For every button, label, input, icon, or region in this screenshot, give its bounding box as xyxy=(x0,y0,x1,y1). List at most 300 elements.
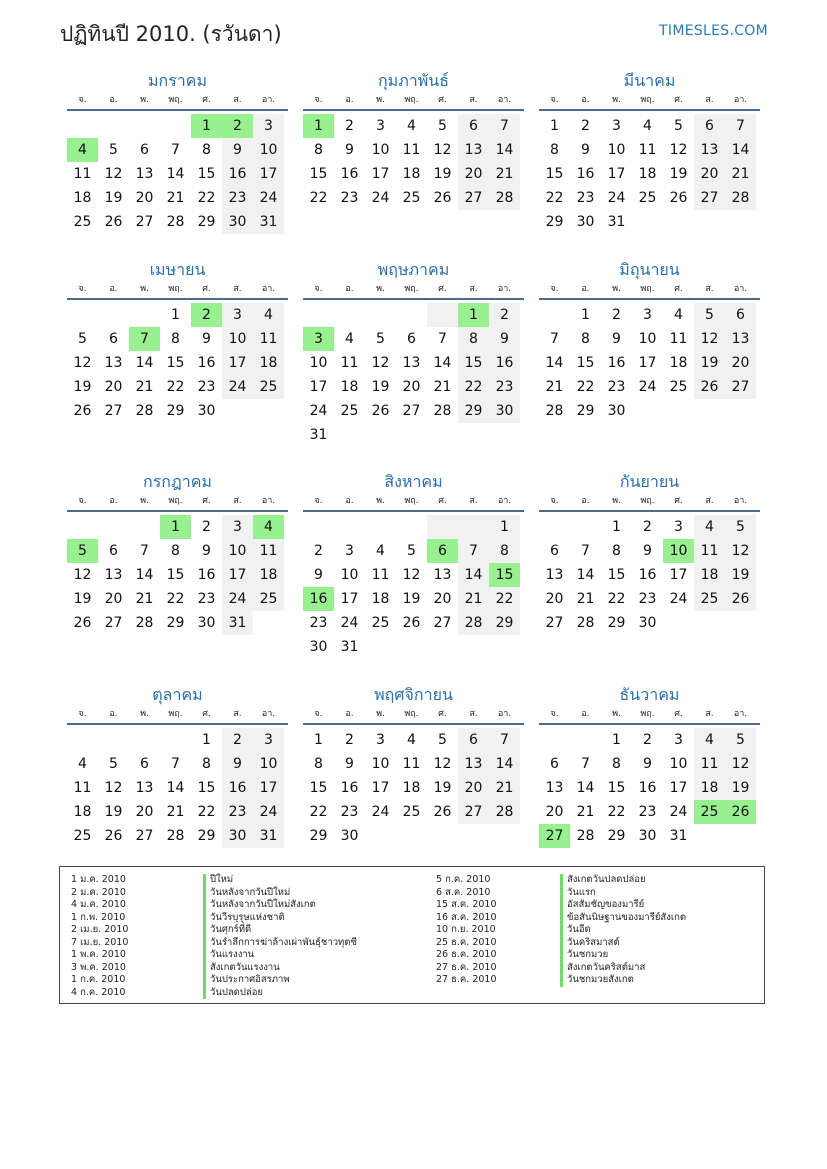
day-cell: 24 xyxy=(638,379,657,395)
day-cell: 25 xyxy=(73,828,92,844)
holiday-date: 7 เม.ย. 2010 xyxy=(71,936,129,948)
weekday-label: ศ. xyxy=(202,496,211,506)
day-cell: 11 xyxy=(402,142,421,158)
day-cell: 15 xyxy=(458,351,489,375)
day-cell: 30 xyxy=(638,828,657,844)
day-cell: 26 xyxy=(725,800,756,824)
month-calendar xyxy=(539,684,760,848)
day-cell: 7 xyxy=(438,331,447,347)
day-cell: 1 xyxy=(489,515,520,539)
weekday-header xyxy=(303,92,524,111)
weekday-label: อา. xyxy=(497,284,512,294)
weekday-label: พฤ. xyxy=(404,95,419,105)
weekday-label: พ. xyxy=(612,709,621,719)
day-cell: 4 xyxy=(253,303,284,327)
day-cell: 8 xyxy=(581,331,590,347)
day-cell: 2 xyxy=(345,118,354,134)
day-cell: 17 xyxy=(371,780,390,796)
empty-cell xyxy=(570,728,601,752)
weekday-label: จ. xyxy=(550,284,559,294)
day-cell: 2 xyxy=(643,732,652,748)
day-cell: 5 xyxy=(67,539,98,563)
day-cell: 16 xyxy=(340,166,359,182)
day-cell: 12 xyxy=(725,752,756,776)
day-cell: 9 xyxy=(581,142,590,158)
day-cell: 24 xyxy=(371,190,390,206)
day-cell: 26 xyxy=(433,804,452,820)
month-calendar xyxy=(539,471,760,635)
day-cell: 17 xyxy=(638,355,657,371)
day-cell: 5 xyxy=(109,756,118,772)
day-cell: 12 xyxy=(104,166,123,182)
weekday-label: จ. xyxy=(314,496,323,506)
day-cell: 14 xyxy=(576,567,595,583)
day-cell: 24 xyxy=(222,587,253,611)
day-cell: 25 xyxy=(669,379,688,395)
day-cell: 10 xyxy=(371,756,390,772)
day-cell: 1 xyxy=(550,118,559,134)
day-cell: 11 xyxy=(694,539,725,563)
day-cell: 7 xyxy=(140,543,149,559)
day-cell: 22 xyxy=(607,804,626,820)
day-cell: 18 xyxy=(694,776,725,800)
day-cell: 1 xyxy=(171,307,180,323)
day-cell: 22 xyxy=(309,804,328,820)
day-cell: 9 xyxy=(202,543,211,559)
weekday-label: อา. xyxy=(261,95,276,105)
day-cell: 20 xyxy=(725,351,756,375)
day-cell: 26 xyxy=(104,828,123,844)
day-cell: 21 xyxy=(576,804,595,820)
weekday-label: พ. xyxy=(612,284,621,294)
day-cell: 18 xyxy=(402,166,421,182)
day-cell: 25 xyxy=(402,190,421,206)
day-cell: 12 xyxy=(371,355,390,371)
day-cell: 22 xyxy=(166,379,185,395)
day-grid xyxy=(539,728,760,848)
empty-cell xyxy=(458,515,489,539)
holiday-name: สังเกตวันแรงงาน xyxy=(203,962,280,975)
day-cell: 2 xyxy=(489,303,520,327)
day-cell: 2 xyxy=(345,732,354,748)
site-link[interactable]: TIMESLES.COM xyxy=(659,23,768,39)
empty-cell xyxy=(365,515,396,539)
day-cell: 11 xyxy=(73,166,92,182)
day-cell: 7 xyxy=(725,114,756,138)
day-cell: 16 xyxy=(197,567,216,583)
day-cell: 19 xyxy=(433,166,452,182)
day-cell: 22 xyxy=(309,190,328,206)
weekday-label: พฤ. xyxy=(640,496,655,506)
weekday-label: พ. xyxy=(612,496,621,506)
day-cell: 7 xyxy=(458,539,489,563)
empty-cell xyxy=(67,728,98,752)
day-cell: 14 xyxy=(489,138,520,162)
day-cell: 20 xyxy=(402,379,421,395)
holiday-name: วันประกาศอิสรภาพ xyxy=(203,974,290,987)
day-grid xyxy=(303,728,524,848)
day-cell: 4 xyxy=(253,515,284,539)
day-cell: 6 xyxy=(725,303,756,327)
day-cell: 13 xyxy=(104,567,123,583)
day-cell: 29 xyxy=(458,399,489,423)
weekday-label: พ. xyxy=(140,95,149,105)
day-cell: 21 xyxy=(725,162,756,186)
day-cell: 6 xyxy=(427,539,458,563)
empty-cell xyxy=(570,515,601,539)
day-cell: 10 xyxy=(222,539,253,563)
day-cell: 7 xyxy=(171,756,180,772)
day-cell: 21 xyxy=(135,591,154,607)
day-cell: 29 xyxy=(197,214,216,230)
month-calendar xyxy=(539,259,760,423)
day-cell: 11 xyxy=(638,142,657,158)
day-cell: 16 xyxy=(576,166,595,182)
day-cell: 30 xyxy=(222,210,253,234)
day-cell: 26 xyxy=(73,615,92,631)
weekday-header xyxy=(303,281,524,300)
weekday-label: ศ. xyxy=(674,709,683,719)
weekday-header xyxy=(67,493,288,512)
day-grid xyxy=(67,515,288,635)
day-cell: 21 xyxy=(433,379,452,395)
day-cell: 1 xyxy=(303,114,334,138)
empty-cell xyxy=(427,515,458,539)
day-cell: 13 xyxy=(725,327,756,351)
weekday-label: จ. xyxy=(78,95,87,105)
holiday-date: 16 ส.ค. 2010 xyxy=(436,911,497,923)
day-grid xyxy=(67,114,288,234)
day-cell: 30 xyxy=(197,403,216,419)
empty-cell xyxy=(334,515,365,539)
weekday-label: จ. xyxy=(314,95,323,105)
weekday-label: ส. xyxy=(233,284,242,294)
day-cell: 26 xyxy=(694,375,725,399)
day-cell: 28 xyxy=(458,611,489,635)
weekday-header xyxy=(539,493,760,512)
weekday-label: พ. xyxy=(140,709,149,719)
day-cell: 25 xyxy=(253,375,284,399)
holiday-name: วันแรงงาน xyxy=(203,949,254,962)
day-cell: 19 xyxy=(694,351,725,375)
holiday-name: วันแรก xyxy=(560,887,596,900)
weekday-label: ส. xyxy=(469,709,478,719)
day-cell: 1 xyxy=(160,515,191,539)
day-cell: 3 xyxy=(643,307,652,323)
day-cell: 11 xyxy=(73,780,92,796)
day-cell: 27 xyxy=(433,615,452,631)
empty-cell xyxy=(98,515,129,539)
weekday-label: ศ. xyxy=(674,496,683,506)
day-cell: 1 xyxy=(191,114,222,138)
day-cell: 23 xyxy=(222,186,253,210)
day-cell: 6 xyxy=(458,728,489,752)
day-cell: 9 xyxy=(202,331,211,347)
weekday-label: อา. xyxy=(261,284,276,294)
day-cell: 25 xyxy=(402,804,421,820)
weekday-label: ศ. xyxy=(202,284,211,294)
day-cell: 12 xyxy=(104,780,123,796)
day-cell: 17 xyxy=(607,166,626,182)
holiday-name: วันศุกร์ที่ดี xyxy=(203,924,251,937)
day-cell: 15 xyxy=(309,166,328,182)
day-cell: 22 xyxy=(197,804,216,820)
day-cell: 15 xyxy=(607,780,626,796)
day-cell: 5 xyxy=(438,732,447,748)
month-calendar xyxy=(539,70,760,234)
weekday-label: พฤ. xyxy=(640,284,655,294)
day-cell: 26 xyxy=(402,615,421,631)
weekday-label: พฤ. xyxy=(404,284,419,294)
day-cell: 10 xyxy=(253,752,284,776)
day-cell: 10 xyxy=(669,756,688,772)
day-cell: 14 xyxy=(433,355,452,371)
day-cell: 25 xyxy=(694,800,725,824)
weekday-label: อ. xyxy=(345,709,354,719)
day-cell: 8 xyxy=(171,543,180,559)
weekday-label: อ. xyxy=(345,496,354,506)
day-cell: 30 xyxy=(607,403,626,419)
weekday-label: พ. xyxy=(376,709,385,719)
day-cell: 13 xyxy=(694,138,725,162)
holiday-name: วันชกมวย xyxy=(560,949,608,962)
weekday-label: อา. xyxy=(733,496,748,506)
day-cell: 5 xyxy=(109,142,118,158)
holiday-date: 25 ธ.ค. 2010 xyxy=(436,936,497,948)
day-cell: 16 xyxy=(340,780,359,796)
holiday-date: 27 ธ.ค. 2010 xyxy=(436,974,497,985)
day-cell: 16 xyxy=(489,351,520,375)
day-cell: 4 xyxy=(345,331,354,347)
day-cell: 8 xyxy=(612,756,621,772)
weekday-label: พ. xyxy=(612,95,621,105)
day-cell: 2 xyxy=(222,728,253,752)
day-cell: 16 xyxy=(638,567,657,583)
holiday-date: 3 พ.ค. 2010 xyxy=(71,961,126,973)
day-cell: 28 xyxy=(489,800,520,824)
day-grid xyxy=(67,728,288,848)
day-cell: 30 xyxy=(309,639,328,655)
holiday-name: ข้อสันนิษฐานของมารีย์สังเกต xyxy=(560,912,686,925)
holiday-date: 15 ส.ค. 2010 xyxy=(436,899,497,910)
day-cell: 5 xyxy=(407,543,416,559)
day-cell: 3 xyxy=(612,118,621,134)
month-name: มีนาคม xyxy=(623,71,676,90)
day-cell: 8 xyxy=(612,543,621,559)
day-cell: 19 xyxy=(73,591,92,607)
day-cell: 25 xyxy=(371,615,390,631)
day-cell: 20 xyxy=(433,591,452,607)
day-cell: 31 xyxy=(222,611,253,635)
day-cell: 19 xyxy=(73,379,92,395)
day-cell: 27 xyxy=(545,615,564,631)
day-cell: 6 xyxy=(109,543,118,559)
day-cell: 25 xyxy=(73,214,92,230)
day-cell: 12 xyxy=(433,142,452,158)
day-cell: 9 xyxy=(222,138,253,162)
day-cell: 28 xyxy=(166,214,185,230)
day-cell: 30 xyxy=(638,615,657,631)
holiday-date: 2 ม.ค. 2010 xyxy=(71,886,126,898)
day-cell: 22 xyxy=(166,591,185,607)
day-cell: 18 xyxy=(73,190,92,206)
day-cell: 10 xyxy=(638,331,657,347)
day-cell: 30 xyxy=(222,824,253,848)
day-cell: 13 xyxy=(402,355,421,371)
day-cell: 5 xyxy=(674,118,683,134)
day-cell: 31 xyxy=(340,639,359,655)
day-cell: 22 xyxy=(197,190,216,206)
weekday-header xyxy=(303,493,524,512)
day-cell: 27 xyxy=(135,828,154,844)
day-cell: 10 xyxy=(663,539,694,563)
day-cell: 9 xyxy=(643,756,652,772)
day-cell: 25 xyxy=(638,190,657,206)
weekday-header xyxy=(539,92,760,111)
day-cell: 17 xyxy=(309,379,328,395)
weekday-label: พฤ. xyxy=(168,496,183,506)
day-cell: 23 xyxy=(607,379,626,395)
day-cell: 13 xyxy=(458,752,489,776)
day-cell: 16 xyxy=(607,355,626,371)
day-cell: 26 xyxy=(104,214,123,230)
day-cell: 29 xyxy=(545,214,564,230)
day-cell: 13 xyxy=(458,138,489,162)
day-cell: 20 xyxy=(458,162,489,186)
day-cell: 29 xyxy=(576,403,595,419)
weekday-label: อ. xyxy=(345,284,354,294)
weekday-label: ส. xyxy=(705,496,714,506)
day-cell: 27 xyxy=(725,375,756,399)
holiday-date: 1 พ.ค. 2010 xyxy=(71,949,126,960)
day-cell: 14 xyxy=(576,780,595,796)
day-cell: 11 xyxy=(402,756,421,772)
day-cell: 12 xyxy=(402,567,421,583)
holiday-name: ปีใหม่ xyxy=(203,874,233,887)
weekday-label: พ. xyxy=(140,284,149,294)
day-cell: 17 xyxy=(253,162,284,186)
day-cell: 7 xyxy=(489,728,520,752)
weekday-label: อ. xyxy=(109,95,118,105)
day-cell: 27 xyxy=(402,403,421,419)
weekday-label: พฤ. xyxy=(404,496,419,506)
empty-cell xyxy=(365,303,396,327)
empty-cell xyxy=(396,303,427,327)
weekday-label: อ. xyxy=(581,95,590,105)
day-cell: 17 xyxy=(669,780,688,796)
day-cell: 30 xyxy=(197,615,216,631)
day-cell: 7 xyxy=(550,331,559,347)
day-cell: 29 xyxy=(197,828,216,844)
empty-cell xyxy=(67,515,98,539)
weekday-label: พ. xyxy=(376,95,385,105)
day-cell: 2 xyxy=(191,303,222,327)
day-cell: 15 xyxy=(607,567,626,583)
holiday-date: 6 ส.ค. 2010 xyxy=(436,886,491,898)
day-cell: 14 xyxy=(545,355,564,371)
day-cell: 10 xyxy=(607,142,626,158)
empty-cell xyxy=(129,303,160,327)
weekday-label: อ. xyxy=(581,284,590,294)
weekday-label: ศ. xyxy=(674,284,683,294)
day-cell: 21 xyxy=(489,776,520,800)
weekday-label: พ. xyxy=(376,284,385,294)
holiday-name: วันอีด xyxy=(560,924,591,937)
day-cell: 22 xyxy=(545,190,564,206)
day-cell: 26 xyxy=(725,587,756,611)
day-cell: 9 xyxy=(314,567,323,583)
day-cell: 11 xyxy=(340,355,359,371)
day-cell: 20 xyxy=(545,591,564,607)
day-cell: 19 xyxy=(104,804,123,820)
day-cell: 29 xyxy=(309,828,328,844)
day-cell: 2 xyxy=(202,519,211,535)
day-cell: 14 xyxy=(135,355,154,371)
day-cell: 20 xyxy=(458,776,489,800)
day-cell: 16 xyxy=(222,776,253,800)
day-cell: 17 xyxy=(340,591,359,607)
weekday-label: จ. xyxy=(314,284,323,294)
holiday-date: 5 ก.ค. 2010 xyxy=(436,874,491,885)
day-cell: 27 xyxy=(104,403,123,419)
month-name: ธันวาคม xyxy=(619,685,680,704)
day-cell: 15 xyxy=(166,355,185,371)
day-cell: 8 xyxy=(202,142,211,158)
day-cell: 24 xyxy=(669,591,688,607)
weekday-label: อา. xyxy=(261,709,276,719)
day-cell: 15 xyxy=(576,355,595,371)
holiday-legend xyxy=(59,866,765,1004)
day-cell: 7 xyxy=(581,756,590,772)
empty-cell xyxy=(67,303,98,327)
day-cell: 14 xyxy=(458,563,489,587)
day-cell: 15 xyxy=(166,567,185,583)
day-cell: 1 xyxy=(612,519,621,535)
day-cell: 21 xyxy=(545,379,564,395)
day-cell: 3 xyxy=(222,303,253,327)
day-cell: 13 xyxy=(135,166,154,182)
day-cell: 24 xyxy=(253,800,284,824)
day-cell: 4 xyxy=(643,118,652,134)
day-cell: 6 xyxy=(109,331,118,347)
day-cell: 2 xyxy=(643,519,652,535)
month-name: เมษายน xyxy=(149,260,206,279)
month-name: กรกฎาคม xyxy=(143,472,212,491)
day-cell: 24 xyxy=(607,190,626,206)
day-cell: 3 xyxy=(253,728,284,752)
day-cell: 23 xyxy=(576,190,595,206)
weekday-label: อา. xyxy=(733,284,748,294)
holiday-date: 10 ก.ย. 2010 xyxy=(436,924,496,935)
day-cell: 29 xyxy=(607,615,626,631)
weekday-label: ศ. xyxy=(202,95,211,105)
day-cell: 4 xyxy=(78,756,87,772)
day-cell: 8 xyxy=(314,756,323,772)
holiday-name: วันปลดปล่อย xyxy=(203,987,263,1000)
day-cell: 8 xyxy=(458,327,489,351)
day-cell: 18 xyxy=(371,591,390,607)
empty-cell xyxy=(129,515,160,539)
empty-cell xyxy=(160,114,191,138)
weekday-label: อา. xyxy=(497,496,512,506)
day-cell: 8 xyxy=(550,142,559,158)
day-cell: 7 xyxy=(489,114,520,138)
day-cell: 20 xyxy=(135,190,154,206)
day-cell: 24 xyxy=(669,804,688,820)
holiday-date: 1 ก.ค. 2010 xyxy=(71,974,126,985)
day-cell: 3 xyxy=(303,327,334,351)
day-cell: 9 xyxy=(222,752,253,776)
